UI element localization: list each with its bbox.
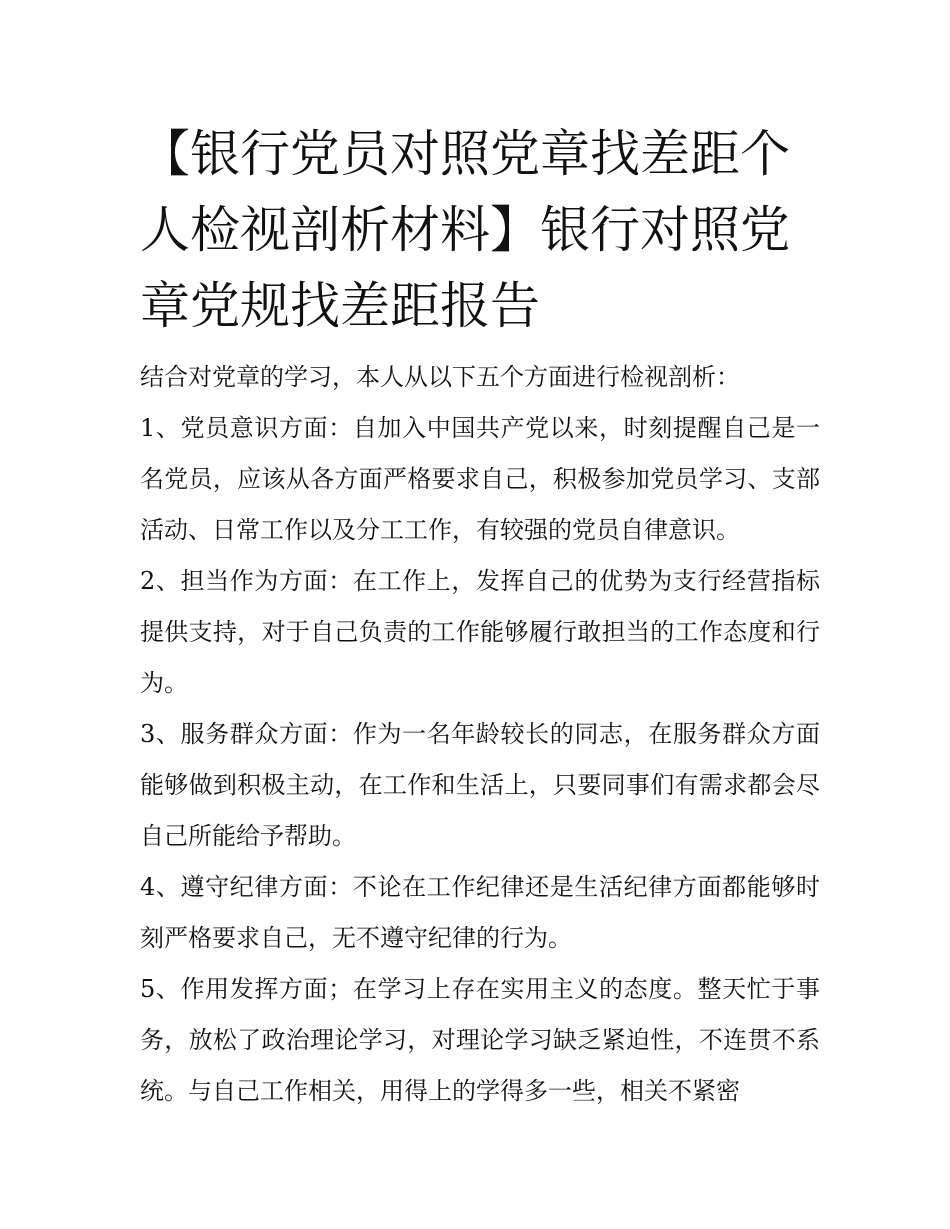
paragraph-serving-people: 3、服务群众方面：作为一名年龄较长的同志，在服务群众方面能够做到积极主动，在工作和生活上，只要同事们有需求都会尽自己所能给予帮助。 <box>140 720 820 850</box>
paragraph-responsibility: 2、担当作为方面：在工作上，发挥自己的优势为支行经营指标提供支持，对于自己负责的工作能够履行敢担当的工作态度和行为。 <box>140 567 820 697</box>
intro-paragraph: 结合对党章的学习，本人从以下五个方面进行检视剖析： <box>140 363 740 391</box>
paragraph-discipline: 4、遵守纪律方面：不论在工作纪律还是生活纪律方面都能够时刻严格要求自己，无不遵守纪律的行为。 <box>140 873 820 952</box>
document-body <box>140 352 820 1117</box>
document-title: 【银行党员对照党章找差距个人检视剖析材料】银行对照党章党规找差距报告 <box>140 125 790 335</box>
paragraph-party-awareness: 1、党员意识方面：自加入中国共产党以来，时刻提醒自己是一名党员，应该从各方面严格要求自己，积极参加党员学习、支部活动、日常工作以及分工工作，有较强的党员自律意识。 <box>140 414 820 544</box>
paragraph-role: 5、作用发挥方面；在学习上存在实用主义的态度。整天忙于事务，放松了政治理论学习，对理论学习缺乏紧迫性，不连贯不系统。与自己工作相关，用得上的学得多一些，相关不紧密 <box>140 975 820 1105</box>
